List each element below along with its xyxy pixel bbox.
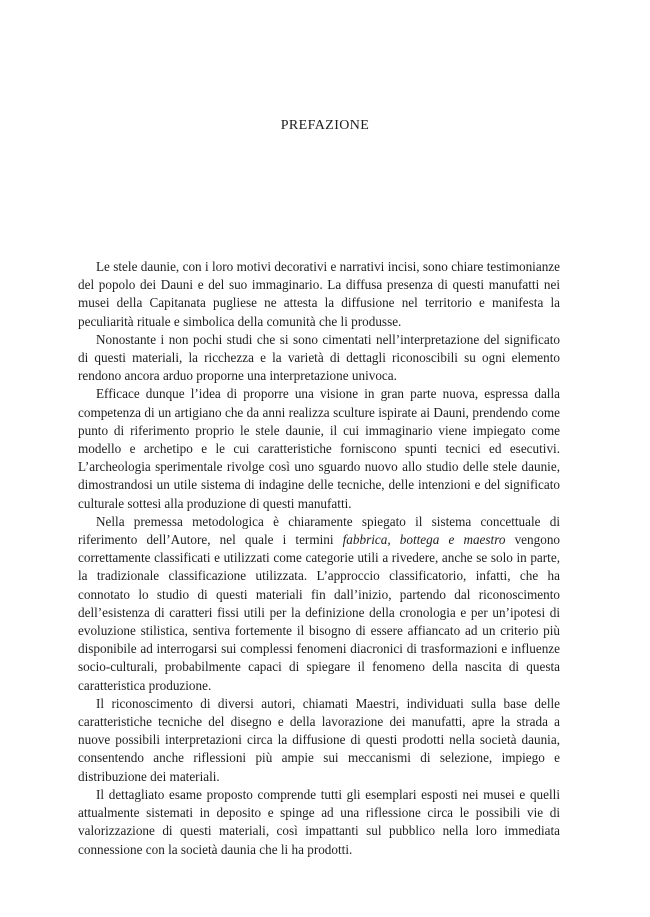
paragraph-text-continued: vengono correttamente classificati e utilizzati come categorie utili a rivedere, anche se solo in parte, la tradizionale classificazione utilizzata. L’approccio classificatorio, infatti, che ha connotato lo studio di questi materiali fin dall’inizio, partendo dal riconoscimento dell’esistenza di caratteri fissi utili per la definizione della cronologia e per un’ipotesi di evoluzione stilistica, sentiva fortemente il bisogno di essere affiancato ad un criterio più disponibile ad interrogarsi sui complessi fenomeni diacronici di trasformazioni e influenze socio-culturali, probabilmente capaci di spiegare il fenomeno della nascita di questa caratteristica produzione. (78, 532, 561, 693)
paragraph-text: Il dettagliato esame proposto comprende tutti gli esemplari esposti nei musei e quelli attualmente sistemati in deposito e spinge ad una riflessione circa le possibili vie di valorizzazione di questi materiali, così impattanti sul pubblico nella loro immediata connessione con la società daunia che li ha prodotti. (78, 786, 560, 857)
paragraph-text: Efficace dunque l’idea di proporre una visione in gran parte nuova, espressa dalla competenza di un artigiano che da anni realizza sculture ispirate ai Dauni, prendendo come punto di riferimento proprio le stele daunie, il cui immaginario viene impiegato come modello e archetipo e le cui caratteristiche forniscono spunti tecnici ed esecutivi. L’archeologia sperimentale rivolge così uno sguardo nuovo allo studio delle stele daunie, dimostrandosi un utile sistema di indagine delle tecniche, delle intenzioni e del significato culturale sottesi alla produzione di questi manufatti. (78, 386, 560, 511)
paragraph-2 (78, 331, 560, 386)
paragraph-6 (78, 786, 560, 859)
preface-body (78, 258, 560, 859)
paragraph-1 (78, 258, 560, 331)
paragraph-text: Nonostante i non pochi studi che si sono cimentati nell’interpretazione del significato di questi materiali, la ricchezza e la varietà di dettagli riconoscibili su ogni elemento rendono ancora arduo proporne una interpretazione univoca. (78, 331, 560, 384)
paragraph-text: Il riconoscimento di diversi autori, chiamati Maestri, individuati sulla base delle caratteristiche tecniche del disegno e della lavorazione dei manufatti, apre la strada a nuove possibili interpretazioni circa la diffusione di questi prodotti nella società daunia, consentendo anche riflessioni più ampie sui meccanismi di selezione, impiego e distribuzione dei materiali. (78, 695, 560, 784)
paragraph-3 (78, 385, 560, 512)
paragraph-4 (78, 513, 560, 695)
paragraph-text: Nella premessa metodologica è chiaramente spiegato il sistema concettuale di riferimento dell’Autore, nel quale i termini (78, 513, 560, 548)
paragraph-5 (78, 695, 560, 786)
paragraph-text: Le stele daunie, con i loro motivi decorativi e narrativi incisi, sono chiare testimonianze del popolo dei Dauni e del suo immaginario. La diffusa presenza di questi manufatti nei musei della Capitanata pugliese ne attesta la diffusione nel territorio e manifesta la peculiarità rituale e simbolica della comunità che li produsse. (78, 259, 560, 329)
page-title: PREFAZIONE (280, 118, 370, 133)
italic-terms: fabbrica, bottega e maestro (342, 532, 506, 548)
